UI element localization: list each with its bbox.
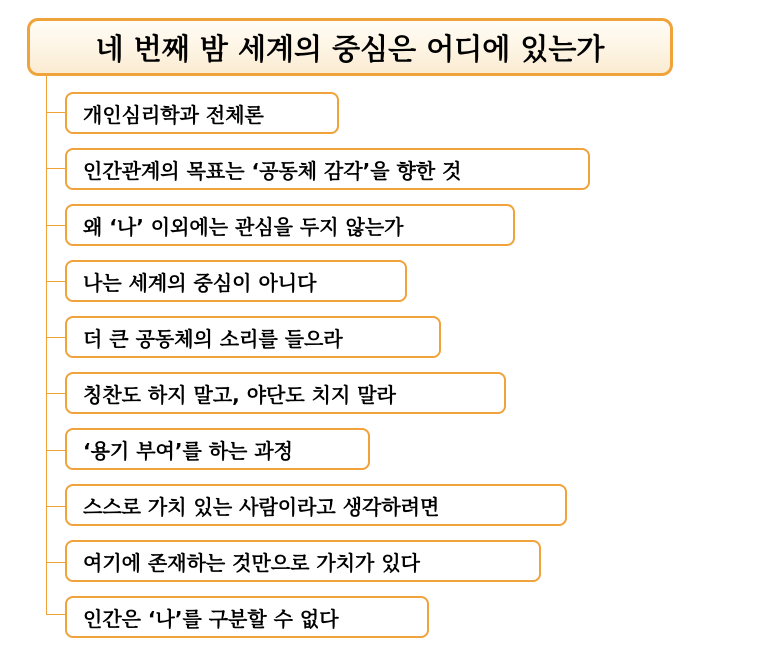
connector-line — [46, 393, 65, 394]
tree-spine-line — [46, 76, 47, 614]
connector-line — [46, 225, 65, 226]
section-item[interactable]: ‘용기 부여’를 하는 과정 — [65, 428, 370, 470]
section-item[interactable]: 인간은 ‘나’를 구분할 수 없다 — [65, 596, 429, 638]
section-item[interactable]: 스스로 가치 있는 사람이라고 생각하려면 — [65, 484, 567, 526]
section-item[interactable]: 더 큰 공동체의 소리를 들으라 — [65, 316, 441, 358]
connector-line — [46, 337, 65, 338]
connector-line — [46, 450, 65, 451]
section-item[interactable]: 나는 세계의 중심이 아니다 — [65, 260, 407, 302]
section-item[interactable]: 칭찬도 하지 말고, 야단도 치지 말라 — [65, 372, 506, 414]
section-item[interactable]: 왜 ‘나’ 이외에는 관심을 두지 않는가 — [65, 204, 515, 246]
connector-line — [46, 168, 65, 169]
connector-line — [46, 506, 65, 507]
connector-line — [46, 112, 65, 113]
section-item[interactable]: 인간관계의 목표는 ‘공동체 감각’을 향한 것 — [65, 148, 590, 190]
connector-line — [46, 562, 65, 563]
section-item[interactable]: 여기에 존재하는 것만으로 가치가 있다 — [65, 540, 541, 582]
connector-line — [46, 281, 65, 282]
section-item[interactable]: 개인심리학과 전체론 — [65, 92, 339, 134]
chapter-title: 네 번째 밤 세계의 중심은 어디에 있는가 — [27, 18, 673, 76]
connector-line — [46, 614, 65, 615]
